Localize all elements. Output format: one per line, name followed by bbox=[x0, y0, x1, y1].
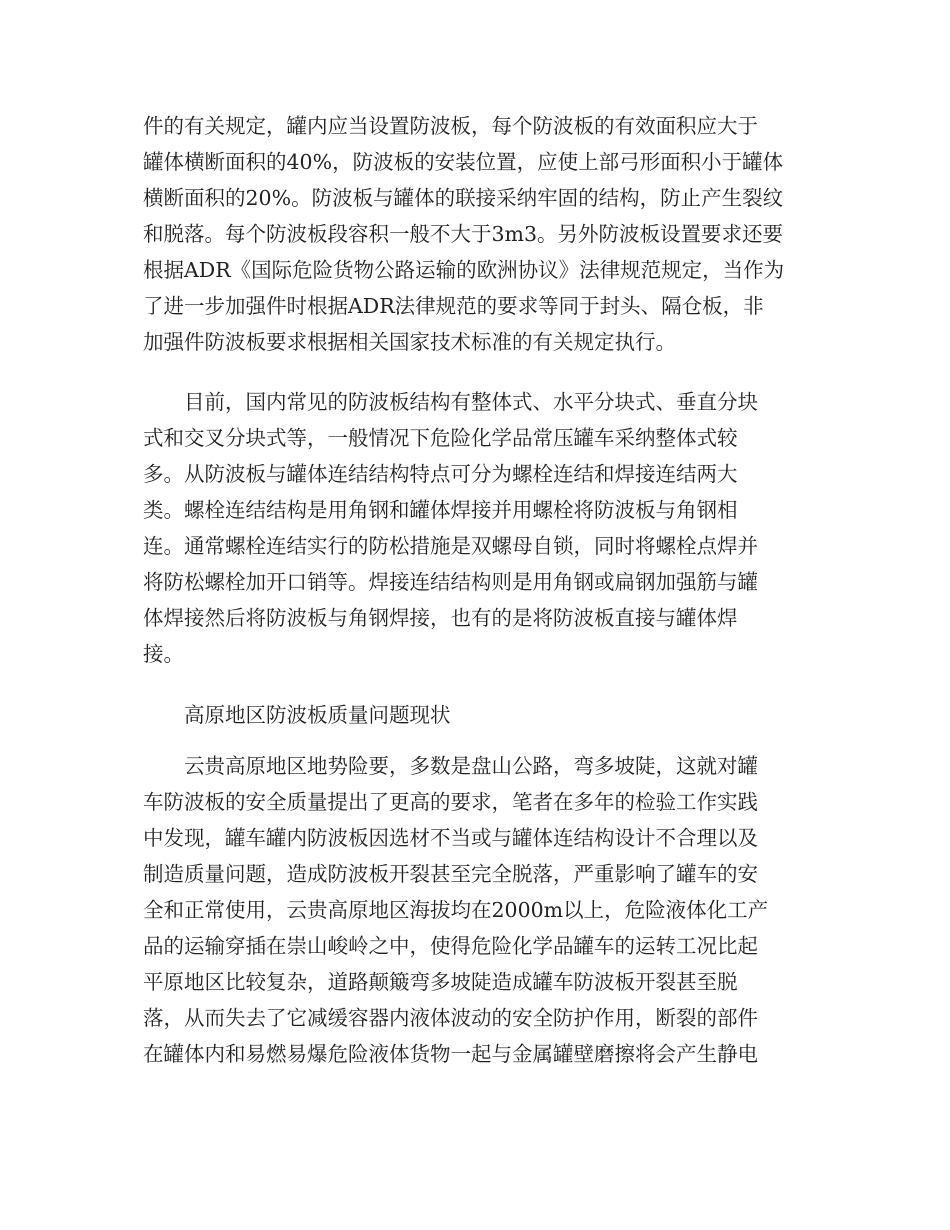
text-line: 全和正常使用，云贵高原地区海拔均在2000m以上，危险液体化工产 bbox=[143, 898, 769, 922]
text-line: 根据ADR《国际危险货物公路运输的欧洲协议》法律规范规定，当作为 bbox=[143, 258, 785, 282]
text-line: 品的运输穿插在崇山峻岭之中，使得危险化学品罐车的运转工况比起 bbox=[143, 934, 758, 958]
text-line: 中发现，罐车罐内防波板因选材不当或与罐体连结构设计不合理以及 bbox=[143, 826, 758, 850]
text-line: 罐体横断面积的40%，防波板的安装位置，应使上部弓形面积小于罐体 bbox=[143, 150, 784, 174]
text-line: 式和交叉分块式等，一般情况下危险化学品常压罐车采纳整体式较 bbox=[143, 426, 738, 450]
text-line: 多。从防波板与罐体连结结构特点可分为螺栓连结和焊接连结两大 bbox=[143, 462, 738, 486]
text-line: 落，从而失去了它减缓容器内液体波动的安全防护作用，断裂的部件 bbox=[143, 1006, 758, 1030]
text-line: 车防波板的安全质量提出了更高的要求，笔者在多年的检验工作实践 bbox=[143, 790, 758, 814]
text-line: 了进一步加强件时根据ADR法律规范的要求等同于封头、隔仓板，非 bbox=[143, 294, 764, 318]
paragraph-tank-baffle-requirements bbox=[143, 108, 803, 360]
text-line: 将防松螺栓加开口销等。焊接连结结构则是用角钢或扁钢加强筋与罐 bbox=[143, 570, 758, 594]
text-line: 横断面积的20%。防波板与罐体的联接采纳牢固的结构，防止产生裂纹 bbox=[143, 186, 784, 210]
paragraph-plateau-issues bbox=[143, 748, 803, 1072]
text-line: 平原地区比较复杂，道路颠簸弯多坡陡造成罐车防波板开裂甚至脱 bbox=[143, 970, 738, 994]
text-line: 和脱落。每个防波板段容积一般不大于3m3。另外防波板设置要求还要 bbox=[143, 222, 784, 246]
text-line: 体焊接然后将防波板与角钢焊接，也有的是将防波板直接与罐体焊 bbox=[143, 606, 738, 630]
section-heading bbox=[143, 697, 803, 733]
text-line: 连。通常螺栓连结实行的防松措施是双螺母自锁，同时将螺栓点焊并 bbox=[143, 534, 758, 558]
text-line: 在罐体内和易燃易爆危险液体货物一起与金属罐壁磨擦将会产生静电 bbox=[143, 1042, 758, 1066]
text-line: 类。螺栓连结结构是用角钢和罐体焊接并用螺栓将防波板与角钢相 bbox=[143, 498, 738, 522]
text-line: 加强件防波板要求根据相关国家技术标准的有关规定执行。 bbox=[143, 330, 676, 354]
text-line: 件的有关规定，罐内应当设置防波板，每个防波板的有效面积应大于 bbox=[143, 114, 758, 138]
text-line: 目前，国内常见的防波板结构有整体式、水平分块式、垂直分块 bbox=[143, 390, 758, 414]
text-line: 接。 bbox=[143, 642, 184, 666]
text-line: 云贵高原地区地势险要，多数是盘山公路，弯多坡陡，这就对罐 bbox=[143, 754, 758, 778]
heading-line: 高原地区防波板质量问题现状 bbox=[143, 703, 451, 727]
text-line: 制造质量问题，造成防波板开裂甚至完全脱落，严重影响了罐车的安 bbox=[143, 862, 758, 886]
paragraph-baffle-structures bbox=[143, 384, 803, 672]
